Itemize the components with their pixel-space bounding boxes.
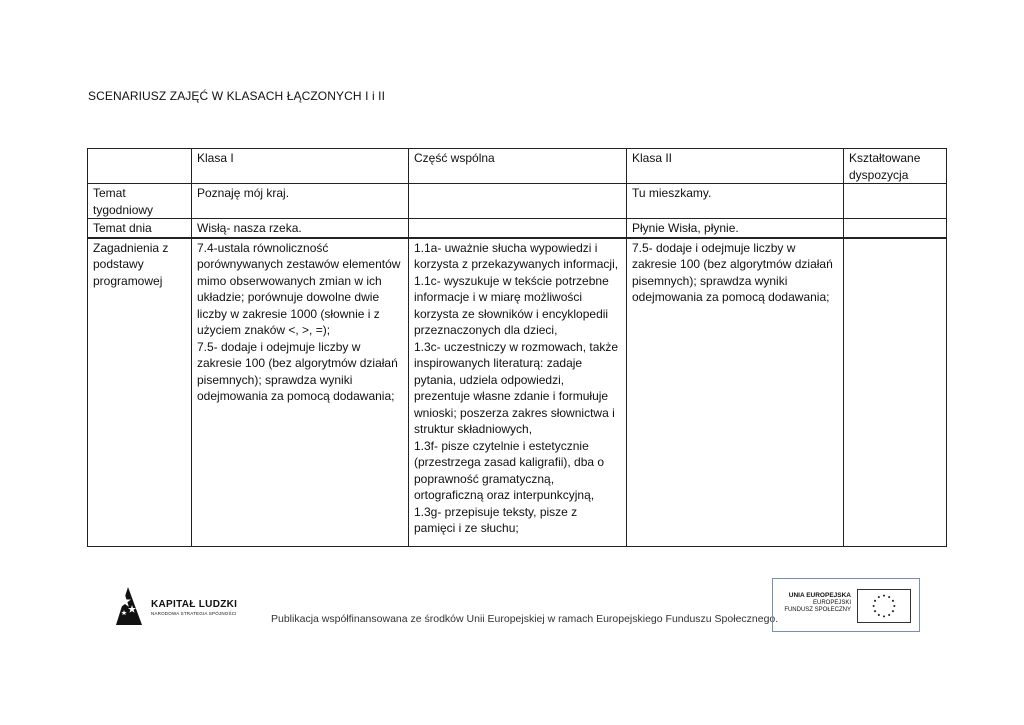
- table-row: [88, 184, 947, 219]
- cell-klasa1: Poznaję mój kraj.: [192, 184, 409, 219]
- cofinancing-note: Publikacja współfinansowana ze środków Unii Europejskiej w ramach Europejskiego Funduszu Społecznego.: [271, 613, 779, 625]
- cell-klasa2: Tu mieszkamy.: [627, 184, 844, 219]
- eu-star-icon: [892, 600, 894, 602]
- header-cell-klasa2: Klasa II: [627, 149, 844, 184]
- scenario-table: [87, 148, 947, 547]
- eu-star-icon: [873, 605, 875, 607]
- eu-logo-box: [772, 578, 920, 632]
- eu-star-icon: [883, 615, 885, 617]
- eu-star-icon: [888, 596, 890, 598]
- header-cell-klasa1: Klasa I: [192, 149, 409, 184]
- cell-wspolna: [409, 184, 627, 219]
- eu-star-icon: [878, 596, 880, 598]
- eu-flag-icon: [857, 589, 911, 623]
- eu-fund-line1: EUROPEJSKI: [812, 599, 851, 606]
- header-cell-wspolna: Część wspólna: [409, 149, 627, 184]
- eu-name: UNIA EUROPEJSKA: [788, 592, 851, 599]
- table-header-row: [88, 149, 947, 184]
- cell-klasa2: Płynie Wisła, płynie.: [627, 219, 844, 238]
- eu-star-icon: [883, 595, 885, 597]
- cell-klasa1: 7.4-ustala równoliczność porównywanych zestawów elementów mimo obserwowanych zmian w ich układzie; porównuje dowolne dwie liczby w zakresie 1000 (słownie i z użyciem znaków <, >, =); 7.5- dodaje i odejmuje liczby w zakresie 100 (bez algorytmów działań pisemnych); sprawdza wyniki odejmowania za pomocą dodawania;: [192, 238, 409, 547]
- header-cell-empty: [88, 149, 192, 184]
- cell-wspolna: [409, 219, 627, 238]
- row-label: Temat dnia: [88, 219, 192, 238]
- row-label: Temat tygodniowy: [88, 184, 192, 219]
- eu-star-icon: [874, 600, 876, 602]
- document-title: SCENARIUSZ ZAJĘĆ W KLASACH ŁĄCZONYCH I i II: [88, 89, 386, 103]
- table-row: [88, 238, 947, 547]
- eu-star-icon: [893, 605, 895, 607]
- table-row: [88, 219, 947, 238]
- eu-star-icon: [878, 614, 880, 616]
- cell-wspolna: 1.1a- uważnie słucha wypowiedzi i korzysta z przekazywanych informacji, 1.1c- wyszukuje w tekście potrzebne informacje i w miarę możliwości korzysta ze słowników i encyklopedii przeznaczonych dla dzieci, 1.3c- uczestniczy w rozmowach, także inspirowanych literaturą: zadaje pytania, udziela odpowiedzi, prezentuje własne zdanie i formułuje wnioski; poszerza zakres słownictwa i struktur składniowych, 1.3f- pisze czytelnie i estetycznie (przestrzega zasad kaligrafii), dba o poprawność gramatyczną, ortograficzną oraz interpunkcyjną, 1.3g- przepisuje teksty, pisze z pamięci i ze słuchu;: [409, 238, 627, 547]
- eu-fund-line2: FUNDUSZ SPOŁECZNY: [784, 607, 851, 613]
- cell-dyspozycje: [844, 219, 947, 238]
- eu-star-icon: [892, 610, 894, 612]
- eu-star-icon: [888, 614, 890, 616]
- eu-star-icon: [874, 610, 876, 612]
- cell-klasa1: Wisłą- nasza rzeka.: [192, 219, 409, 238]
- header-cell-dyspozycje: Kształtowane dyspozycja: [844, 149, 947, 184]
- cell-dyspozycje: [844, 238, 947, 547]
- cell-klasa2: 7.5- dodaje i odejmuje liczby w zakresie 100 (bez algorytmów działań pisemnych); sprawdza wyniki odejmowania za pomocą dodawania;: [627, 238, 844, 547]
- kapital-ludzki-emblem-icon: [112, 587, 144, 625]
- kapital-ludzki-subtitle: NARODOWA STRATEGIA SPÓJNOŚCI: [151, 611, 237, 616]
- cell-dyspozycje: [844, 184, 947, 219]
- row-label: Zagadnienia z podstawy programowej: [88, 238, 192, 547]
- kapital-ludzki-name: KAPITAŁ LUDZKI: [151, 599, 238, 610]
